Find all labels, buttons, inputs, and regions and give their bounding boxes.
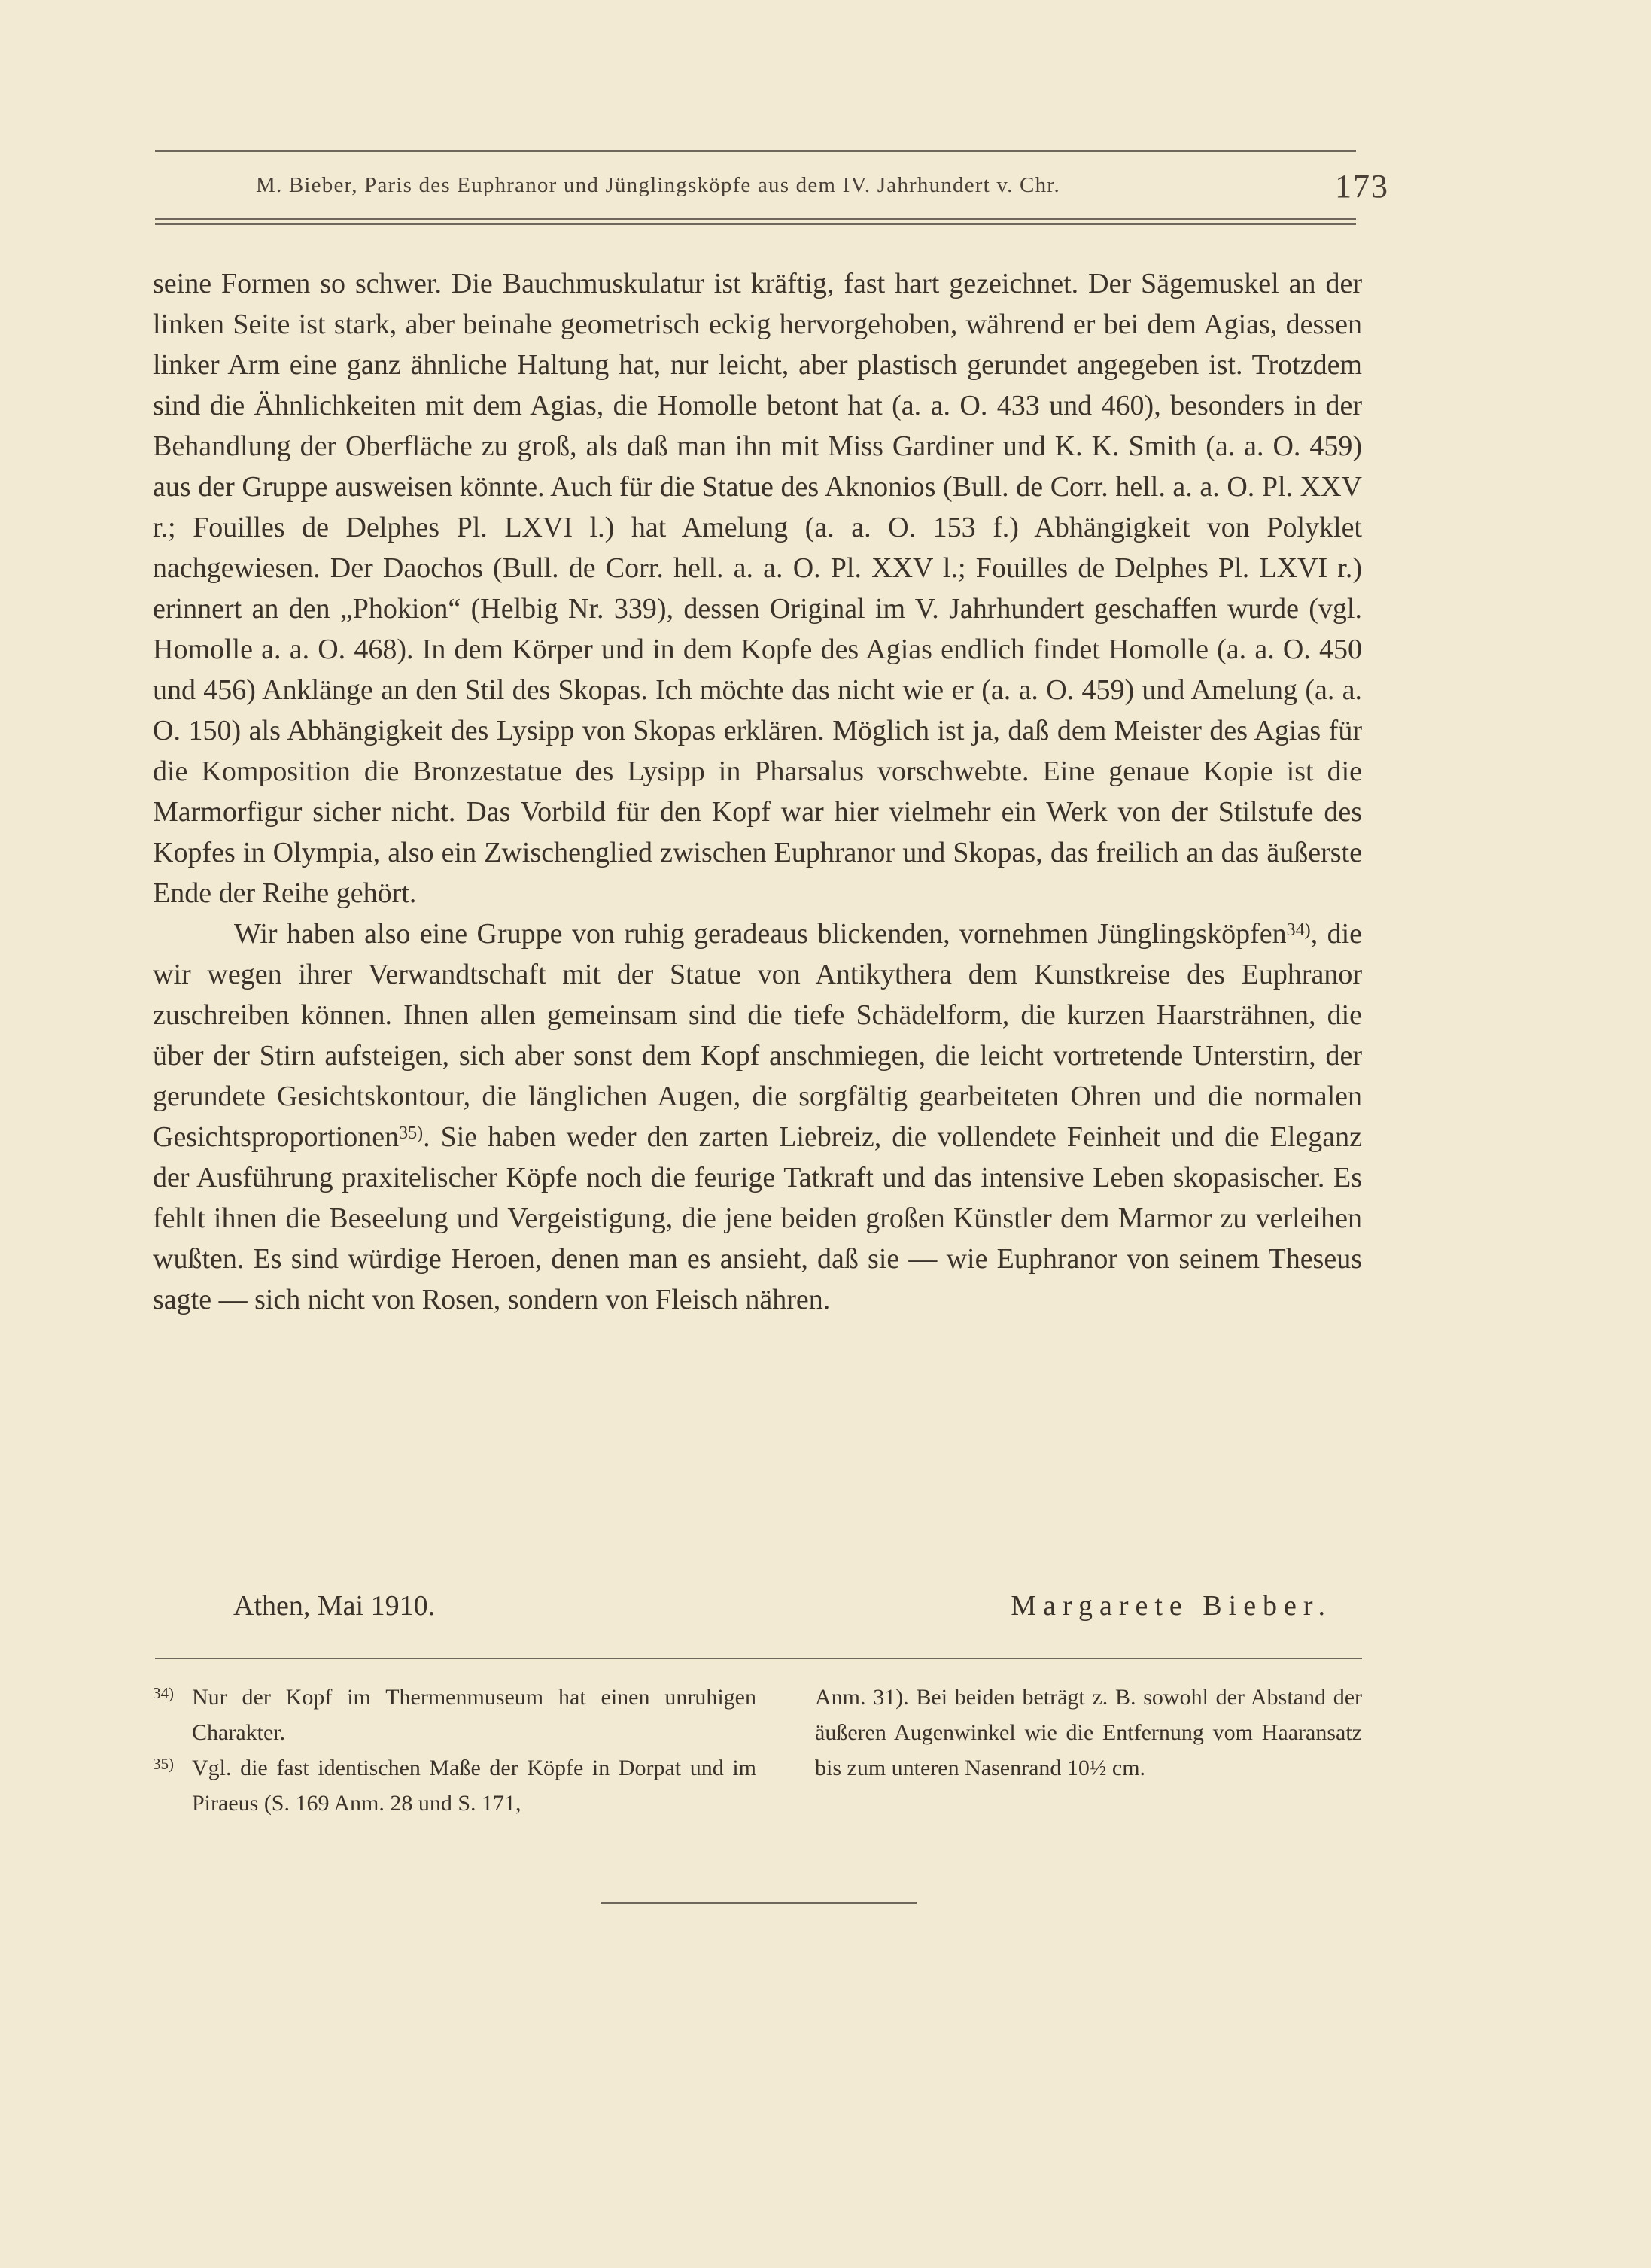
- paragraph-2-text-c: . Sie haben weder den zarten Liebreiz, die vollendete Feinheit und die Eleganz der Ausführung praxitelischer Köpfe noch die feurige Tatkraft und das intensive Leben skopasischer. Es fehlt ihnen die Beseelung und Vergeistigung, die jene beiden großen Künstler dem Marmor zu verleihen wußten. Es sind würdige Heroen, denen man es ansieht, daß sie — wie Euphranor von seinem Theseus sagte — sich nicht von Rosen, sondern von Fleisch nähren.: [153, 1121, 1362, 1315]
- signature-author: Margarete Bieber.: [1011, 1590, 1332, 1622]
- paragraph-2-text-a: Wir haben also eine Gruppe von ruhig geradeaus blickenden, vornehmen Jünglingsköpfen: [234, 918, 1287, 950]
- footnotes-left-column: [153, 1680, 756, 1821]
- footnote-34-number: 34): [153, 1684, 174, 1702]
- paragraph-2-text-b: , die wir wegen ihrer Verwandtschaft mit der Statue von Antikythera dem Kunstkreise des Euphranor zuschreiben können. Ihnen allen gemeinsam sind die tiefe Schädelform, die kurzen Haarsträhnen, die über der Stirn aufsteigen, sich aber sonst dem Kopf anschmiegen, die leicht vortretende Unterstirn, der gerundete Gesichtskontour, die länglichen Augen, die sorgfältig gearbeiteten Ohren und die normalen Gesichtsproportionen: [153, 918, 1362, 1153]
- footnote-35-mark: [153, 1750, 192, 1786]
- running-header: [155, 167, 1389, 215]
- header-bottom-rule-2: [155, 223, 1356, 225]
- footnote-35-text: Vgl. die fast identischen Maße der Köpfe in Dorpat und im Piraeus (S. 169 Anm. 28 und S. 171,: [192, 1756, 756, 1816]
- footnote-34-mark: [153, 1680, 192, 1715]
- footnote-34-text: Nur der Kopf im Thermenmuseum hat einen unruhigen Charakter.: [192, 1685, 756, 1745]
- running-header-title: M. Bieber, Paris des Euphranor und Jünglingsköpfe aus dem IV. Jahrhundert v. Chr.: [256, 173, 1061, 197]
- signature-row: [233, 1589, 1332, 1631]
- footnote-35-continued: Anm. 31). Bei beiden beträgt z. B. sowohl der Abstand der äußeren Augenwinkel wie die Entfernung vom Haaransatz bis zum unteren Nasenrand 10½ cm.: [815, 1685, 1362, 1780]
- footnote-separator: [155, 1658, 1362, 1659]
- paragraph-2: [153, 914, 1362, 1320]
- page-end-rule: [601, 1902, 917, 1904]
- footnote-35: [153, 1750, 756, 1821]
- header-bottom-rule: [155, 218, 1356, 220]
- footnote-34: [153, 1680, 756, 1750]
- footnote-ref-35[interactable]: 35): [399, 1123, 424, 1143]
- paragraph-1: seine Formen so schwer. Die Bauchmuskulatur ist kräftig, fast hart gezeichnet. Der Sägemuskel an der linken Seite ist stark, aber beinahe geometrisch eckig hervorgehoben, während er bei dem Agias, dessen linker Arm eine ganz ähnliche Haltung hat, nur leicht, aber plastisch gerundet angegeben ist. Trotzdem sind die Ähnlichkeiten mit dem Agias, die Homolle betont hat (a. a. O. 433 und 460), besonders in der Behandlung der Oberfläche zu groß, als daß man ihn mit Miss Gardiner und K. K. Smith (a. a. O. 459) aus der Gruppe ausweisen könnte. Auch für die Statue des Aknonios (Bull. de Corr. hell. a. a. O. Pl. XXV r.; Fouilles de Delphes Pl. LXVI l.) hat Amelung (a. a. O. 153 f.) Abhängigkeit von Polyklet nachgewiesen. Der Daochos (Bull. de Corr. hell. a. a. O. Pl. XXV l.; Fouilles de Delphes Pl. LXVI r.) erinnert an den „Phokion“ (Helbig Nr. 339), dessen Original im V. Jahrhundert geschaffen wurde (vgl. Homolle a. a. O. 468). In dem Körper und in dem Kopfe des Agias endlich findet Homolle (a. a. O. 450 und 456) Anklänge an den Stil des Skopas. Ich möchte das nicht wie er (a. a. O. 459) und Amelung (a. a. O. 150) als Abhängigkeit des Lysipp von Skopas erklären. Möglich ist ja, daß dem Meister des Agias für die Komposition die Bronzestatue des Lysipp in Pharsalus vorschwebte. Eine genaue Kopie ist die Marmorfigur sicher nicht. Das Vorbild für den Kopf war hier vielmehr ein Werk von der Stilstufe des Kopfes in Olympia, also ein Zwischenglied zwischen Euphranor und Skopas, das freilich an das äußerste Ende der Reihe gehört.: [153, 268, 1362, 909]
- footnote-35-number: 35): [153, 1755, 174, 1773]
- page-number: 173: [1335, 168, 1389, 205]
- footnote-ref-34[interactable]: 34): [1286, 920, 1311, 940]
- header-top-rule: [155, 150, 1356, 152]
- footnotes-right-column: [815, 1680, 1362, 1786]
- main-text: [153, 263, 1362, 1320]
- signature-place-date: Athen, Mai 1910.: [233, 1590, 436, 1622]
